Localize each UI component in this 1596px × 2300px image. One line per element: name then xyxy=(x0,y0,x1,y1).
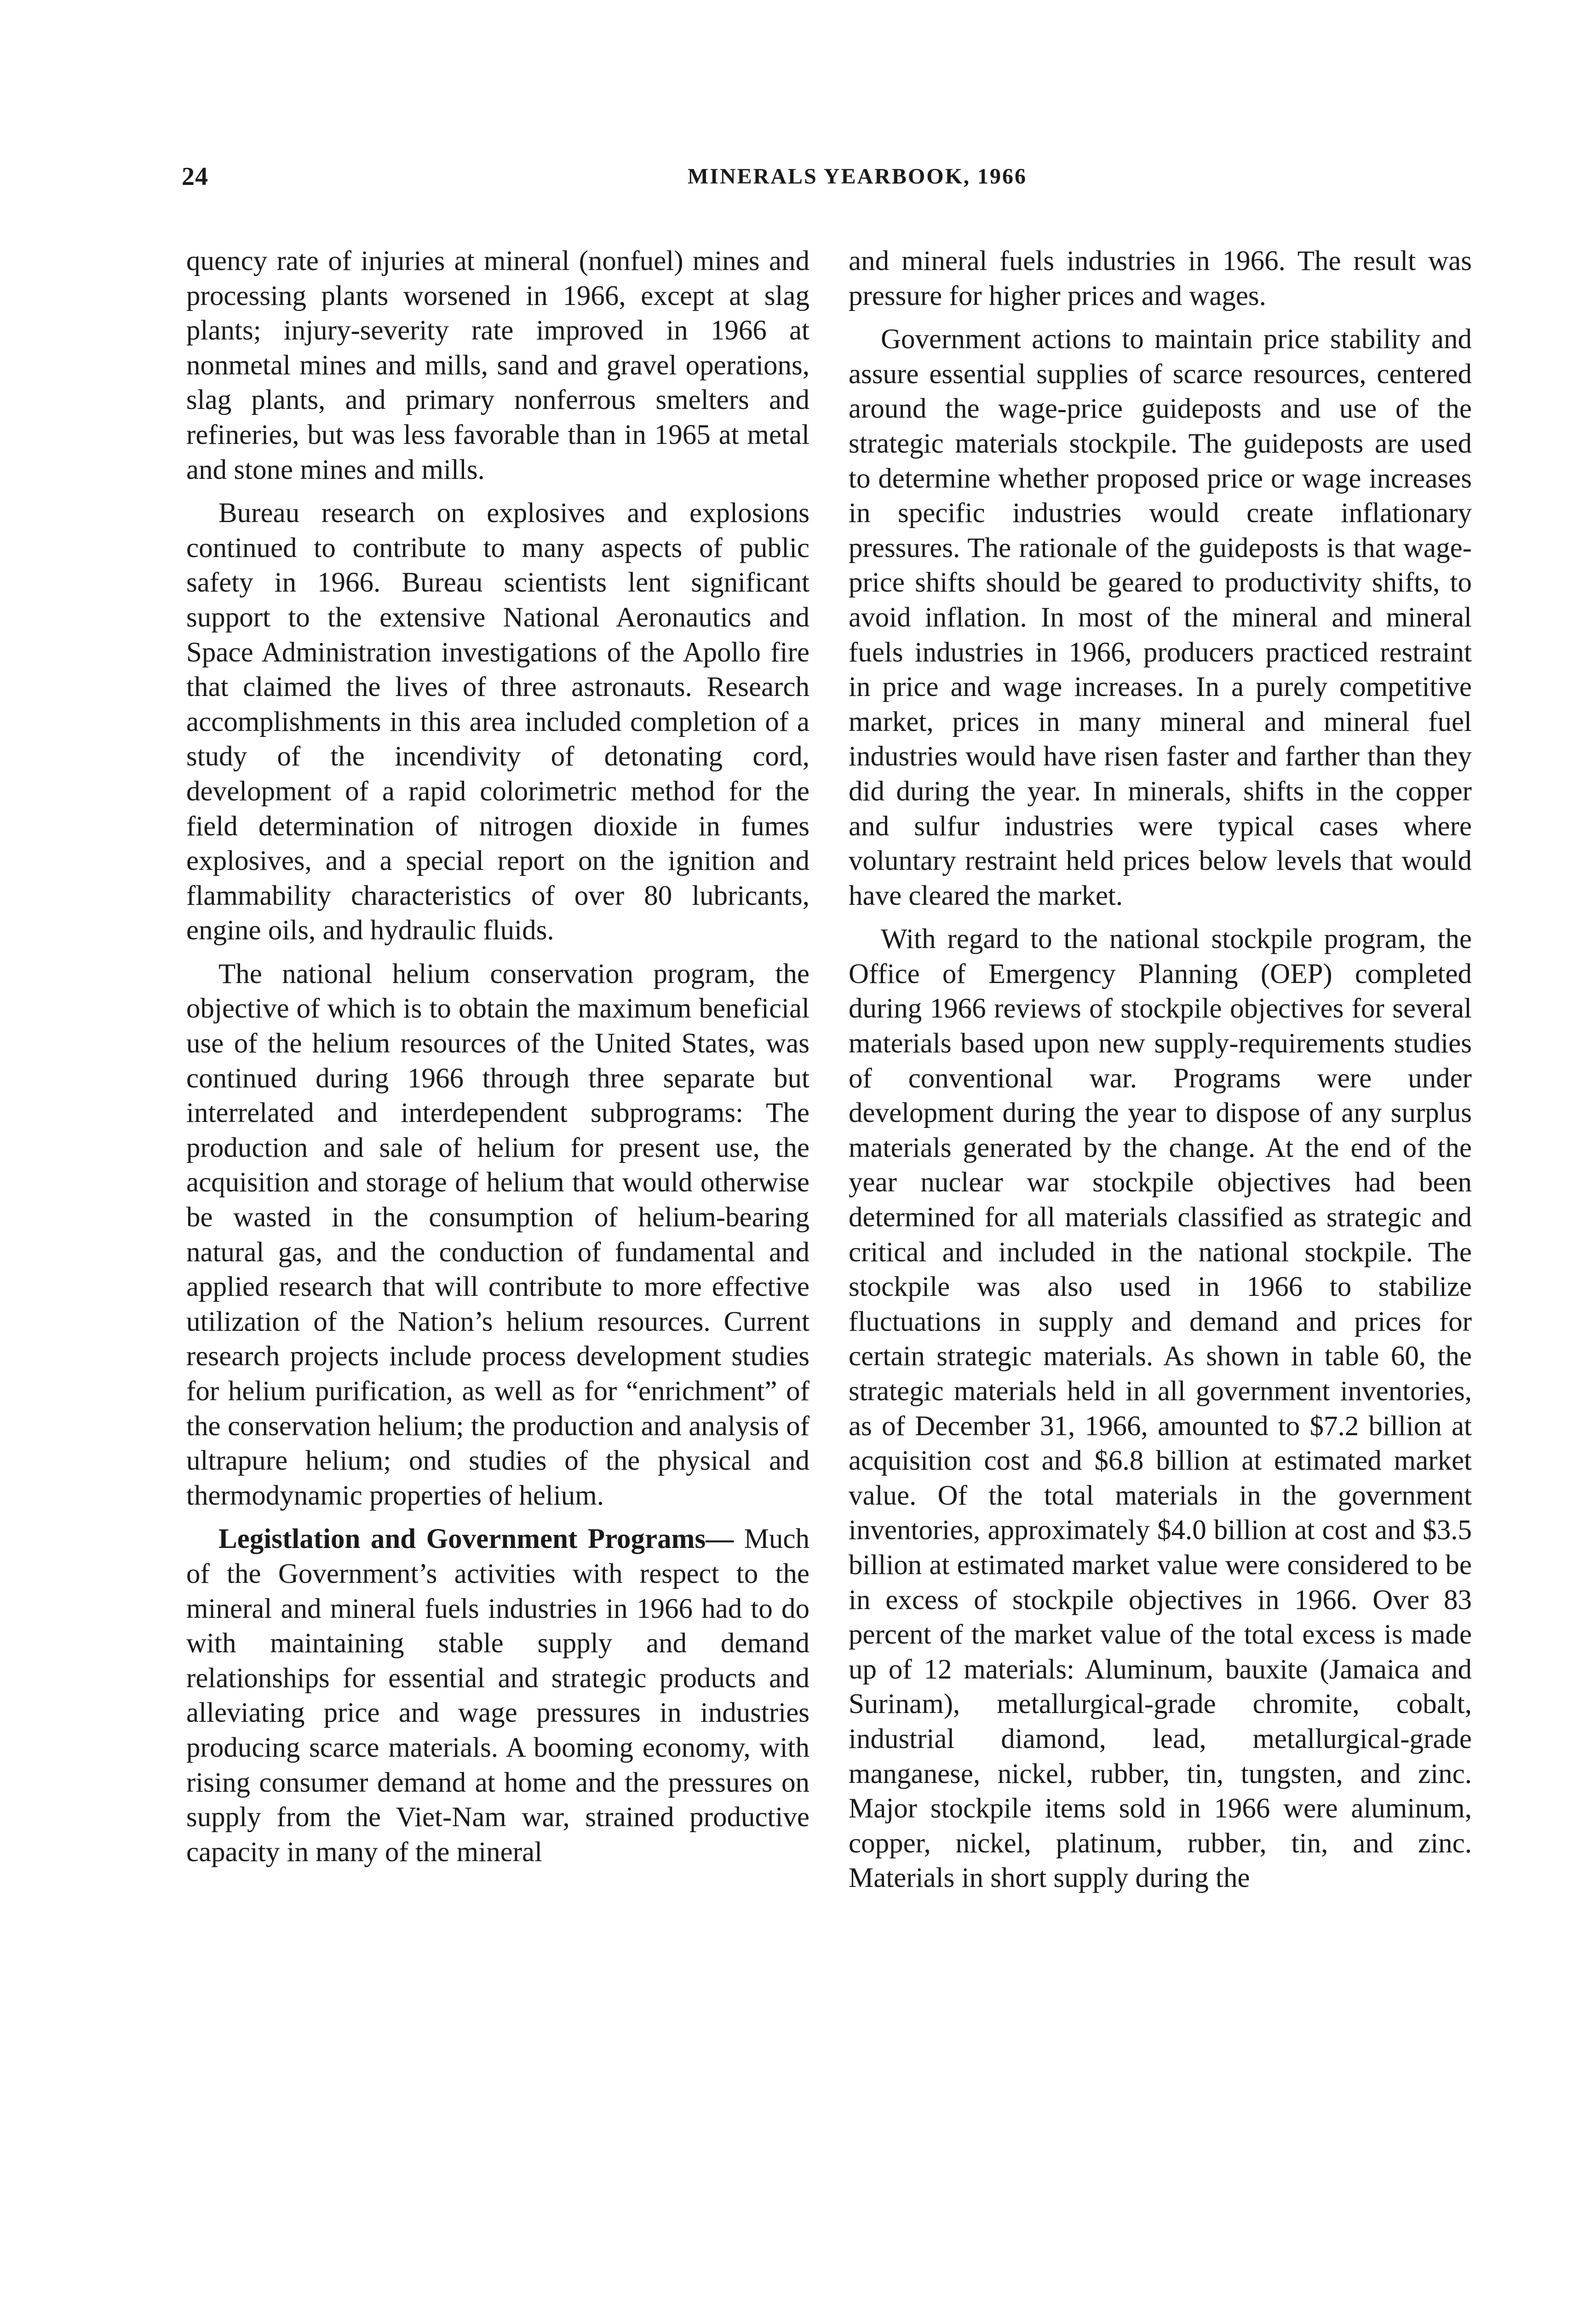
page-number: 24 xyxy=(182,162,208,191)
paragraph-legislation xyxy=(186,1522,809,1869)
paragraph-legislation-body: Much of the Government’s activities with respect to the mineral and mineral fuels industries in 1966 had to do with maintaining stable supply and demand relationships for essential and strategic products and alleviating price and wage pressures in industries producing scarce materials. A booming economy, with rising consumer demand at home and the pressures on supply from the Viet-Nam war, strained productive capacity in many of the mineral xyxy=(186,1524,809,1868)
section-heading-legislation: Legistlation and Government Programs— xyxy=(218,1524,734,1555)
paragraph-injury-rates: quency rate of injuries at mineral (nonfuel) mines and processing plants worsened in 1966, except at slag plants; injury-severity rate improved in 1966 at nonmetal mines and mills, sand and gravel operations, slag plants, and primary nonferrous smelters and refineries, but was less favorable than in 1965 at metal and stone mines and mills. xyxy=(186,246,809,485)
paragraph-explosives-research: Bureau research on explosives and explosions continued to contribute to many aspects of public safety in 1966. Bureau scientists lent significant support to the extensive National Aeronautics and Space Administration investigations of the Apollo fire that claimed the lives of three astronauts. Research accomplishments in this area included completion of a study of the incendivity of detonating cord, development of a rapid colorimetric method for the field determination of nitrogen dioxide in fumes explosives, and a special report on the ignition and flammability characteristics of over 80 lubricants, engine oils, and hydraulic fluids. xyxy=(186,498,809,946)
paragraph-price-stability: Government actions to maintain price stability and assure essential supplies of scarce resources, centered around the wage-price guideposts and use of the strategic materials stockpile. The guideposts are used to determine whether proposed price or wage increases in specific industries would create inflationary pressures. The rationale of the guideposts is that wage-price shifts should be geared to productivity shifts, to avoid inflation. In most of the mineral and mineral fuels industries in 1966, producers practiced restraint in price and wage increases. In a purely competitive market, prices in many mineral and mineral fuel industries would have risen faster and farther than they did during the year. In minerals, shifts in the copper and sulfur industries were typical cases where voluntary restraint held prices below levels that would have cleared the market. xyxy=(849,324,1472,911)
paragraph-stockpile-program: With regard to the national stockpile program, the Office of Emergency Planning (OEP) completed during 1966 reviews of stockpile objectives for several materials based upon new supply-requirements studies of conventional war. Programs were under development during the year to dispose of any surplus materials generated by the change. At the end of the year nuclear war stockpile objectives had been determined for all materials classified as strategic and critical and included in the national stockpile. The stockpile was also used in 1966 to stabilize fluctuations in supply and demand and prices for certain strategic materials. As shown in table 60, the strategic materials held in all government inventories, as of December 31, 1966, amounted to $7.2 billion at acquisition cost and $6.8 billion at estimated market value. Of the total materials in the government inventories, approximately $4.0 billion at cost and $3.5 billion at estimated market value were considered to be in excess of stockpile objectives in 1966. Over 83 percent of the market value of the total excess is made up of 12 materials: Aluminum, bauxite (Jamaica and Surinam), metallurgical-grade chromite, cobalt, industrial diamond, lead, metallurgical-grade manganese, nickel, rubber, tin, tungsten, and zinc. Major stockpile items sold in 1966 were aluminum, copper, nickel, platinum, rubber, tin, and zinc. Materials in short supply during the xyxy=(849,924,1472,1894)
paragraph-helium-program: The national helium conservation program, the objective of which is to obtain the maximum beneficial use of the helium resources of the United States, was continued during 1966 through three separate but interrelated and interdependent subprograms: The production and sale of helium for present use, the acquisition and storage of helium that would otherwise be wasted in the consumption of helium-bearing natural gas, and the conduction of fundamental and applied research that will contribute to more effective utilization of the Nation’s helium resources. Current research projects include process development studies for helium purification, as well as for “enrichment” of the conservation helium; the production and analysis of ultrapure helium; ond studies of the physical and thermodynamic properties of helium. xyxy=(186,958,809,1511)
left-column xyxy=(186,244,809,1878)
running-head: MINERALS YEARBOOK, 1966 xyxy=(688,164,1027,189)
paragraph-mineral-fuels: and mineral fuels industries in 1966. The result was pressure for higher prices and wages. xyxy=(849,246,1472,311)
right-column xyxy=(849,244,1472,1904)
page-header xyxy=(182,162,1474,199)
